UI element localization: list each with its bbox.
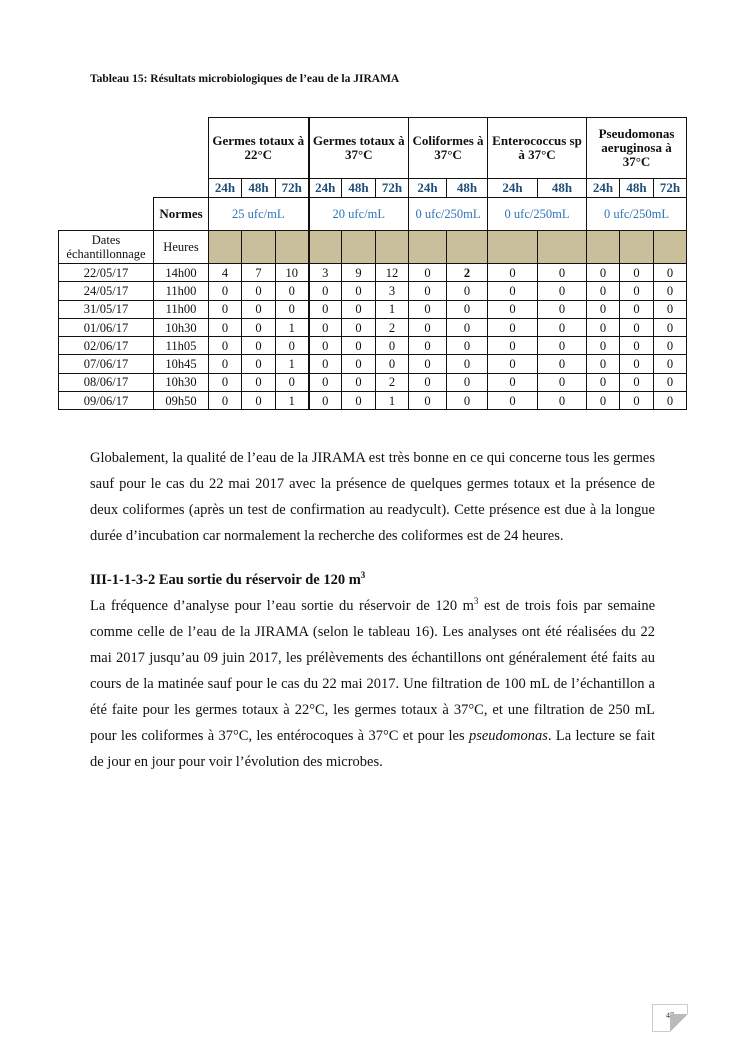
value-cell: 0: [242, 392, 276, 410]
value-cell: 0: [409, 373, 447, 391]
hours-row: [59, 179, 687, 198]
value-cell: 0: [654, 318, 687, 336]
value-cell: 2: [447, 264, 488, 282]
norme-value: 0 ufc/250mL: [409, 198, 488, 231]
shaded-cell: [538, 231, 587, 264]
table-row: [59, 392, 687, 410]
value-cell: 0: [209, 355, 242, 373]
value-cell: 0: [620, 355, 654, 373]
value-cell: 0: [342, 373, 376, 391]
value-cell: 0: [447, 318, 488, 336]
value-cell: 0: [209, 337, 242, 355]
empty-cell: [59, 198, 154, 231]
value-cell: 0: [276, 337, 309, 355]
value-cell: 0: [620, 373, 654, 391]
shaded-cell: [587, 231, 620, 264]
value-cell: 2: [376, 373, 409, 391]
value-cell: 0: [342, 337, 376, 355]
hour-header: 72h: [376, 179, 409, 198]
value-cell: 1: [276, 355, 309, 373]
value-cell: 12: [376, 264, 409, 282]
value-cell: 0: [376, 355, 409, 373]
value-cell: 0: [309, 318, 342, 336]
value-cell: 0: [209, 282, 242, 300]
text: est de trois fois par semaine comme celle de l’eau de la JIRAMA (selon le tableau 16). Les analyses ont été réalisées du 22 mai 2017 jusqu’au 09 juin 2017, les prélèvements des échantillons ont généralement été faits au cours de la matinée sauf pour le cas du 22 mai 2017. Une filtration de 100 mL de l’échantillon a été faite pour les germes totaux à 22°C, les germes totaux à 37°C, et une filtration de 250 mL pour les coliformes à 37°C, les entérocoques à 37°C et pour les: [90, 597, 656, 744]
normes-label: Normes: [154, 198, 209, 231]
group-header: Germes totaux à 37°C: [309, 118, 409, 179]
date-cell: 24/05/17: [59, 282, 154, 300]
group-header-row: [59, 118, 687, 179]
date-cell: 08/06/17: [59, 373, 154, 391]
value-cell: 0: [488, 392, 538, 410]
value-cell: 0: [654, 355, 687, 373]
value-cell: 0: [538, 282, 587, 300]
heures-header: Heures: [154, 231, 209, 264]
superscript: 3: [360, 570, 366, 580]
value-cell: 1: [276, 392, 309, 410]
value-cell: 0: [409, 300, 447, 318]
shaded-cell: [276, 231, 309, 264]
value-cell: 0: [409, 318, 447, 336]
value-cell: 0: [342, 318, 376, 336]
value-cell: 0: [242, 373, 276, 391]
value-cell: 10: [276, 264, 309, 282]
value-cell: 0: [409, 392, 447, 410]
value-cell: 0: [587, 318, 620, 336]
value-cell: 0: [447, 355, 488, 373]
value-cell: 4: [209, 264, 242, 282]
time-cell: 14h00: [154, 264, 209, 282]
value-cell: 0: [447, 282, 488, 300]
value-cell: 0: [488, 282, 538, 300]
value-cell: 0: [538, 355, 587, 373]
value-cell: 0: [654, 373, 687, 391]
value-cell: 3: [376, 282, 409, 300]
value-cell: 0: [488, 318, 538, 336]
value-cell: 0: [342, 392, 376, 410]
value-cell: 0: [409, 355, 447, 373]
hour-header: 24h: [309, 179, 342, 198]
norme-value: 0 ufc/250mL: [587, 198, 687, 231]
value-cell: 2: [376, 318, 409, 336]
value-cell: 0: [209, 318, 242, 336]
empty-cell: [59, 118, 209, 179]
value-cell: 0: [309, 355, 342, 373]
value-cell: 0: [587, 373, 620, 391]
value-cell: 3: [309, 264, 342, 282]
normes-row: [59, 198, 687, 231]
value-cell: 0: [587, 337, 620, 355]
value-cell: 0: [538, 318, 587, 336]
value-cell: 0: [242, 337, 276, 355]
hour-header: 48h: [242, 179, 276, 198]
paragraph: Globalement, la qualité de l’eau de la JIRAMA est très bonne en ce qui concerne tous les germes sauf pour le cas du 22 mai 2017 avec la présence de quelques germes totaux et la présence de deux coliformes (après un test de confirmation au readycult). Cette présence est due à la longue durée d’incubation car normalement la recherche des coliformes est de 24 heures.: [90, 450, 655, 544]
group-header: Pseudomonas aeruginosa à 37°C: [587, 118, 687, 179]
table-row: [59, 337, 687, 355]
value-cell: 0: [620, 264, 654, 282]
value-cell: 0: [342, 300, 376, 318]
hour-header: 48h: [447, 179, 488, 198]
value-cell: 0: [587, 300, 620, 318]
table-row: [59, 373, 687, 391]
value-cell: 0: [620, 392, 654, 410]
date-cell: 02/06/17: [59, 337, 154, 355]
table-caption: Tableau 15: Résultats microbiologiques de l’eau de la JIRAMA: [90, 73, 400, 85]
page-number: 47: [652, 1004, 688, 1032]
column-label-row: [59, 231, 687, 264]
value-cell: 0: [309, 392, 342, 410]
value-cell: 1: [276, 318, 309, 336]
time-cell: 11h05: [154, 337, 209, 355]
text: . La lecture se fait de jour en jour pour voir l’évolution des microbes.: [90, 727, 655, 770]
value-cell: 0: [654, 392, 687, 410]
value-cell: 0: [538, 337, 587, 355]
shaded-cell: [447, 231, 488, 264]
value-cell: 0: [209, 300, 242, 318]
hour-header: 48h: [620, 179, 654, 198]
time-cell: 10h45: [154, 355, 209, 373]
value-cell: 0: [538, 300, 587, 318]
value-cell: 0: [342, 355, 376, 373]
text: La fréquence d’analyse pour l’eau sortie du réservoir de 120 m: [90, 597, 474, 614]
shaded-cell: [242, 231, 276, 264]
value-cell: 0: [242, 282, 276, 300]
value-cell: 0: [276, 282, 309, 300]
date-cell: 22/05/17: [59, 264, 154, 282]
value-cell: 0: [587, 264, 620, 282]
norme-value: 25 ufc/mL: [209, 198, 309, 231]
dates-header: Dates échantillonnage: [59, 231, 154, 264]
value-cell: 0: [538, 373, 587, 391]
group-header: Coliformes à 37°C: [409, 118, 488, 179]
empty-cell: [59, 179, 209, 198]
value-cell: 0: [409, 282, 447, 300]
norme-value: 0 ufc/250mL: [488, 198, 587, 231]
value-cell: 0: [620, 318, 654, 336]
paragraph: [90, 593, 655, 775]
value-cell: 0: [538, 264, 587, 282]
value-cell: 9: [342, 264, 376, 282]
value-cell: 0: [488, 300, 538, 318]
table-row: [59, 318, 687, 336]
table-row: [59, 300, 687, 318]
value-cell: 0: [309, 300, 342, 318]
value-cell: 0: [488, 373, 538, 391]
value-cell: 0: [620, 337, 654, 355]
table-row: [59, 264, 687, 282]
value-cell: 0: [309, 337, 342, 355]
value-cell: 0: [242, 355, 276, 373]
shaded-cell: [342, 231, 376, 264]
value-cell: 0: [620, 282, 654, 300]
hour-header: 48h: [342, 179, 376, 198]
value-cell: 0: [654, 264, 687, 282]
superscript: 3: [473, 596, 479, 606]
value-cell: 0: [447, 373, 488, 391]
shaded-cell: [309, 231, 342, 264]
shaded-cell: [654, 231, 687, 264]
norme-value: 20 ufc/mL: [309, 198, 409, 231]
results-table: [58, 117, 687, 410]
value-cell: 0: [538, 392, 587, 410]
shaded-cell: [409, 231, 447, 264]
shaded-cell: [620, 231, 654, 264]
shaded-cell: [376, 231, 409, 264]
time-cell: 11h00: [154, 300, 209, 318]
italic-text: pseudomonas: [468, 727, 548, 744]
body-text: [90, 445, 655, 775]
value-cell: 0: [654, 282, 687, 300]
value-cell: 1: [376, 300, 409, 318]
date-cell: 01/06/17: [59, 318, 154, 336]
table-row: [59, 355, 687, 373]
value-cell: 0: [409, 264, 447, 282]
value-cell: 0: [447, 337, 488, 355]
date-cell: 07/06/17: [59, 355, 154, 373]
value-cell: 0: [242, 318, 276, 336]
value-cell: 0: [654, 337, 687, 355]
shaded-cell: [488, 231, 538, 264]
value-cell: 0: [488, 355, 538, 373]
section-heading: [90, 562, 655, 593]
value-cell: 7: [242, 264, 276, 282]
hour-header: 24h: [587, 179, 620, 198]
group-header: Germes totaux à 22°C: [209, 118, 309, 179]
group-header: Enterococcus sp à 37°C: [488, 118, 587, 179]
hour-header: 72h: [276, 179, 309, 198]
hour-header: 72h: [654, 179, 687, 198]
value-cell: 0: [309, 373, 342, 391]
time-cell: 10h30: [154, 373, 209, 391]
heading-text: III-1-1-3-2 Eau sortie du réservoir de 120 m: [90, 571, 361, 588]
value-cell: 1: [376, 392, 409, 410]
time-cell: 09h50: [154, 392, 209, 410]
value-cell: 0: [488, 337, 538, 355]
hour-header: 24h: [409, 179, 447, 198]
shaded-cell: [209, 231, 242, 264]
value-cell: 0: [309, 282, 342, 300]
time-cell: 10h30: [154, 318, 209, 336]
value-cell: 0: [376, 337, 409, 355]
value-cell: 0: [242, 300, 276, 318]
value-cell: 0: [409, 337, 447, 355]
value-cell: 0: [276, 300, 309, 318]
value-cell: 0: [209, 392, 242, 410]
value-cell: 0: [587, 355, 620, 373]
value-cell: 0: [620, 300, 654, 318]
value-cell: 0: [342, 282, 376, 300]
value-cell: 0: [587, 282, 620, 300]
value-cell: 0: [488, 264, 538, 282]
date-cell: 09/06/17: [59, 392, 154, 410]
time-cell: 11h00: [154, 282, 209, 300]
value-cell: 0: [209, 373, 242, 391]
value-cell: 0: [587, 392, 620, 410]
hour-header: 24h: [488, 179, 538, 198]
hour-header: 48h: [538, 179, 587, 198]
value-cell: 0: [447, 392, 488, 410]
date-cell: 31/05/17: [59, 300, 154, 318]
value-cell: 0: [276, 373, 309, 391]
value-cell: 0: [447, 300, 488, 318]
hour-header: 24h: [209, 179, 242, 198]
table-row: [59, 282, 687, 300]
value-cell: 0: [654, 300, 687, 318]
